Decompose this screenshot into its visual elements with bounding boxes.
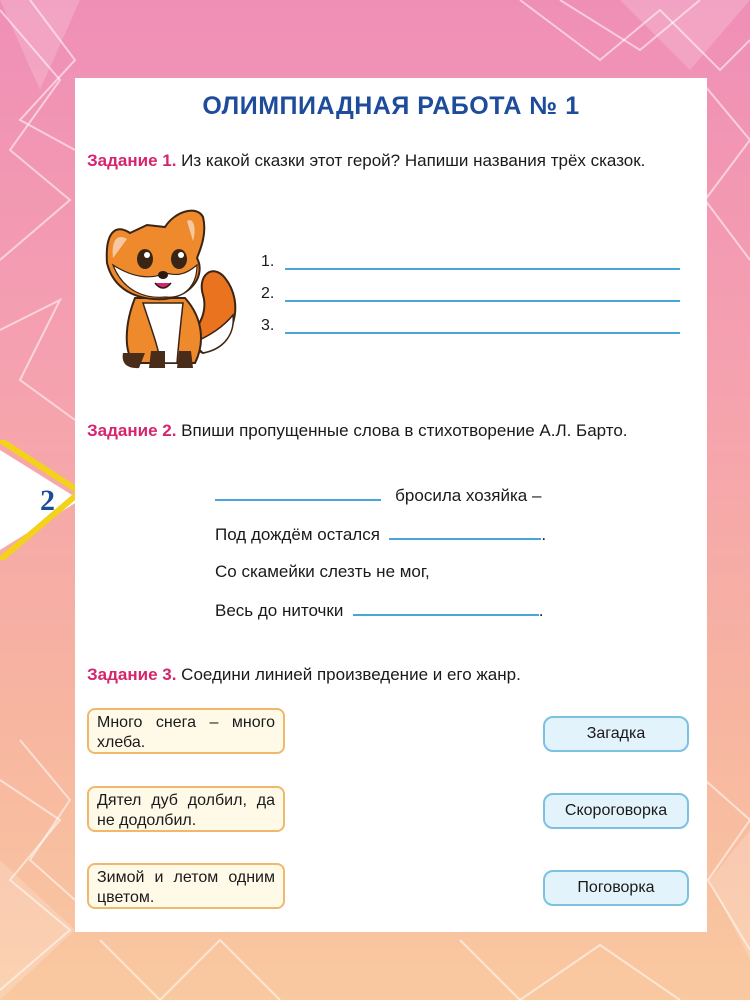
poem-blank-1[interactable] — [215, 483, 381, 501]
task3-text: Соедини линией произведение и его жанр. — [181, 665, 521, 684]
poem-punctuation: . — [538, 601, 544, 620]
poem-line-2 — [215, 522, 546, 545]
task2-prompt — [87, 418, 687, 443]
poem-text: Со скамейки слезть не мог, — [215, 562, 430, 581]
poem-punctuation: . — [541, 525, 547, 544]
answer-underline — [285, 332, 680, 334]
poem-blank-2[interactable] — [389, 522, 541, 540]
task3-prompt — [87, 662, 687, 687]
poem-text: Под дождём остался — [215, 525, 380, 544]
answer-line-1[interactable] — [261, 253, 283, 271]
page-title: ОЛИМПИАДНАЯ РАБОТА № 1 — [202, 92, 580, 120]
answer-number: 3. — [261, 317, 275, 334]
task1-prompt — [87, 148, 687, 173]
task2-text: Впиши пропущенные слова в стихотворение А.Л. Барто. — [181, 421, 628, 440]
work-box-3[interactable]: Зимой и летом одним цветом. — [87, 863, 285, 909]
answer-line-3[interactable] — [261, 317, 283, 335]
poem-line-4 — [215, 598, 544, 621]
answer-line-2[interactable] — [261, 285, 283, 303]
answer-number: 2. — [261, 285, 275, 302]
genre-box-riddle[interactable]: Загадка — [543, 716, 689, 752]
poem-line-1 — [215, 483, 541, 506]
work-box-2[interactable]: Дятел дуб долбил, да не додолбил. — [87, 786, 285, 832]
poem-text: бросила хозяйка – — [395, 486, 542, 505]
work-box-1[interactable]: Много снега – много хлеба. — [87, 708, 285, 754]
task1-label: Задание 1. — [87, 151, 177, 170]
task2-label: Задание 2. — [87, 421, 177, 440]
genre-box-saying[interactable]: Поговорка — [543, 870, 689, 906]
answer-number: 1. — [261, 253, 275, 270]
task3-label: Задание 3. — [87, 665, 177, 684]
answer-underline — [285, 300, 680, 302]
task1-text: Из какой сказки этот герой? Напиши названия трёх сказок. — [181, 151, 646, 170]
genre-box-tongue-twister[interactable]: Скороговорка — [543, 793, 689, 829]
poem-line-3 — [215, 562, 430, 582]
poem-text: Весь до ниточки — [215, 601, 344, 620]
page-number: 2 — [40, 484, 55, 517]
poem-blank-3[interactable] — [353, 598, 539, 616]
worksheet-page — [75, 78, 707, 932]
fox-illustration — [85, 203, 245, 373]
answer-underline — [285, 268, 680, 270]
